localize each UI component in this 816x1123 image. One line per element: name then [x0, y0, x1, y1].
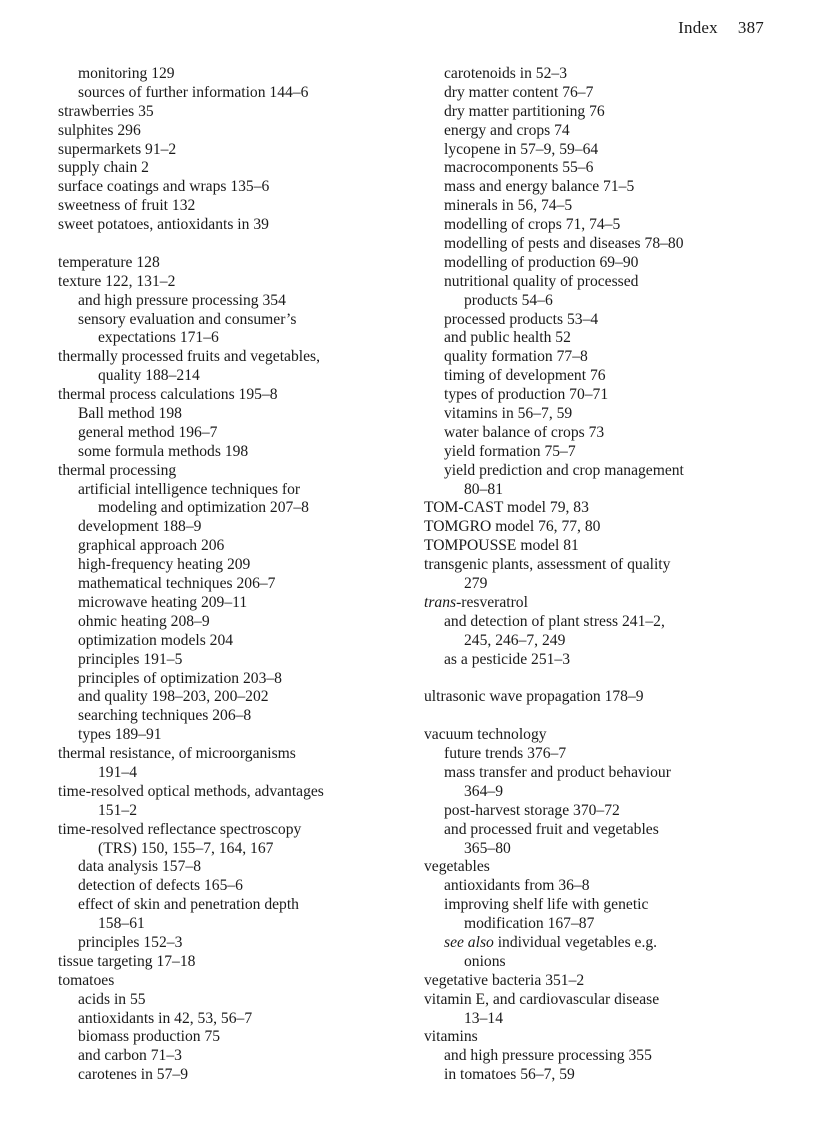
entry-text: strawberries 35 — [58, 102, 154, 120]
entry-text: 158–61 — [98, 915, 145, 933]
index-subentry — [58, 651, 408, 670]
entry-text: sulphites 296 — [58, 121, 141, 139]
index-entry — [58, 783, 408, 802]
index-entry-continuation — [424, 632, 774, 651]
index-entry-continuation — [58, 764, 408, 783]
index-entry — [58, 953, 408, 972]
entry-text: thermal processing — [58, 461, 177, 479]
index-subentry — [424, 462, 774, 481]
entry-text: and detection of plant stress 241–2, — [444, 612, 665, 630]
entry-text: 245, 246–7, 249 — [464, 631, 566, 649]
index-entry — [424, 537, 774, 556]
index-subentry — [58, 613, 408, 632]
index-entry — [424, 518, 774, 537]
entry-text: in tomatoes 56–7, 59 — [444, 1066, 575, 1084]
index-subentry — [58, 688, 408, 707]
entry-text: principles 191–5 — [78, 650, 183, 668]
index-subentry — [424, 348, 774, 367]
entry-text: thermal resistance, of microorganisms — [58, 745, 296, 763]
index-subentry — [58, 575, 408, 594]
index-column-left — [58, 65, 408, 1085]
index-subentry — [58, 405, 408, 424]
entry-text: modelling of pests and diseases 78–80 — [444, 235, 684, 253]
entry-gap — [424, 707, 774, 726]
entry-text: supermarkets 91–2 — [58, 140, 177, 158]
running-header — [678, 18, 764, 38]
index-column-right — [424, 65, 774, 1085]
entry-text: products 54–6 — [464, 291, 553, 309]
index-subentry — [424, 745, 774, 764]
index-entry — [58, 178, 408, 197]
entry-text: mass transfer and product behaviour — [444, 763, 671, 781]
entry-text: supply chain 2 — [58, 159, 149, 177]
entry-text: types of production 70–71 — [444, 386, 609, 404]
index-entry — [58, 972, 408, 991]
entry-text: development 188–9 — [78, 518, 202, 536]
entry-text: biomass production 75 — [78, 1028, 221, 1046]
entry-text: vegetative bacteria 351–2 — [424, 971, 585, 989]
index-subentry — [58, 84, 408, 103]
index-entry-continuation — [424, 292, 774, 311]
index-entry — [424, 499, 774, 518]
entry-text: modeling and optimization 207–8 — [98, 499, 309, 517]
index-entry — [424, 688, 774, 707]
index-entry — [58, 273, 408, 292]
index-subentry — [58, 858, 408, 877]
index-entry-continuation — [424, 840, 774, 859]
index-subentry — [424, 1066, 774, 1085]
italic-term: trans- — [424, 593, 462, 611]
index-subentry — [58, 443, 408, 462]
entry-text: some formula methods 198 — [78, 442, 249, 460]
index-subentry — [58, 292, 408, 311]
entry-text: and public health 52 — [444, 329, 571, 347]
entry-text: dry matter partitioning 76 — [444, 102, 605, 120]
entry-text: minerals in 56, 74–5 — [444, 197, 573, 215]
entry-text: sweetness of fruit 132 — [58, 197, 196, 215]
entry-text: thermally processed fruits and vegetables, — [58, 348, 320, 366]
entry-text: future trends 376–7 — [444, 745, 567, 763]
page-number: 387 — [737, 18, 764, 37]
index-subentry — [58, 726, 408, 745]
index-subentry — [58, 877, 408, 896]
index-entry — [58, 159, 408, 178]
entry-text: searching techniques 206–8 — [78, 707, 252, 725]
entry-text: vacuum technology — [424, 726, 547, 744]
index-entry-continuation — [424, 1010, 774, 1029]
entry-text: types 189–91 — [78, 726, 162, 744]
index-entry-continuation — [58, 802, 408, 821]
index-subentry — [424, 197, 774, 216]
entry-text: resveratrol — [461, 593, 528, 611]
index-entry-continuation — [424, 481, 774, 500]
entry-text: 279 — [464, 575, 488, 593]
entry-text: effect of skin and penetration depth — [78, 896, 299, 914]
entry-text: sources of further information 144–6 — [78, 83, 309, 101]
entry-text: post-harvest storage 370–72 — [444, 801, 620, 819]
entry-text: 80–81 — [464, 480, 503, 498]
index-subentry — [58, 707, 408, 726]
index-subentry — [58, 424, 408, 443]
entry-text: TOMGRO model 76, 77, 80 — [424, 518, 601, 536]
index-entry — [58, 216, 408, 235]
index-entry — [424, 972, 774, 991]
index-subentry — [424, 424, 774, 443]
index-subentry — [424, 443, 774, 462]
index-subentry — [58, 65, 408, 84]
entry-text: principles 152–3 — [78, 933, 183, 951]
index-subentry — [424, 84, 774, 103]
entry-text: time-resolved optical methods, advantages — [58, 782, 324, 800]
index-entry-continuation — [424, 953, 774, 972]
index-entry — [58, 103, 408, 122]
index-subentry — [424, 329, 774, 348]
index-subentry — [424, 1047, 774, 1066]
entry-text: yield formation 75–7 — [444, 442, 576, 460]
entry-text: tissue targeting 17–18 — [58, 952, 196, 970]
index-entry-continuation — [58, 915, 408, 934]
entry-text: general method 196–7 — [78, 423, 218, 441]
index-subentry — [58, 1010, 408, 1029]
entry-text: macrocomponents 55–6 — [444, 159, 594, 177]
index-subentry — [58, 632, 408, 651]
entry-text: mass and energy balance 71–5 — [444, 178, 635, 196]
index-subentry — [58, 518, 408, 537]
index-entry — [424, 991, 774, 1010]
entry-text: surface coatings and wraps 135–6 — [58, 178, 270, 196]
index-entry — [58, 348, 408, 367]
index-subentry — [424, 405, 774, 424]
index-subentry — [424, 821, 774, 840]
entry-text: vegetables — [424, 858, 490, 876]
entry-text: as a pesticide 251–3 — [444, 650, 571, 668]
index-entry-continuation — [58, 840, 408, 859]
index-subentry — [424, 802, 774, 821]
entry-text: tomatoes — [58, 971, 115, 989]
index-subentry — [58, 311, 408, 330]
entry-text: improving shelf life with genetic — [444, 896, 649, 914]
index-subentry — [424, 103, 774, 122]
entry-text: quality formation 77–8 — [444, 348, 588, 366]
index-subentry — [424, 367, 774, 386]
index-subentry — [424, 122, 774, 141]
entry-text: 191–4 — [98, 763, 137, 781]
index-subentry — [58, 481, 408, 500]
index-subentry — [424, 159, 774, 178]
index-entry — [424, 726, 774, 745]
index-subentry — [58, 1047, 408, 1066]
entry-text: time-resolved reflectance spectroscopy — [58, 820, 302, 838]
entry-text: detection of defects 165–6 — [78, 877, 243, 895]
index-subentry — [424, 141, 774, 160]
entry-text: onions — [464, 952, 506, 970]
entry-text: modelling of production 69–90 — [444, 253, 639, 271]
index-entry — [58, 462, 408, 481]
entry-gap — [58, 235, 408, 254]
entry-text: vitamins — [424, 1028, 478, 1046]
italic-term: see also — [444, 933, 494, 951]
entry-text: (TRS) 150, 155–7, 164, 167 — [98, 839, 274, 857]
entry-text: and high pressure processing 355 — [444, 1047, 652, 1065]
entry-text: vitamins in 56–7, 59 — [444, 405, 573, 423]
index-subentry — [58, 556, 408, 575]
entry-text: temperature 128 — [58, 253, 160, 271]
entry-text: quality 188–214 — [98, 367, 200, 385]
entry-text: texture 122, 131–2 — [58, 272, 176, 290]
entry-text: carotenoids in 52–3 — [444, 65, 567, 82]
index-subentry — [424, 764, 774, 783]
index-subentry — [58, 594, 408, 613]
entry-text: modification 167–87 — [464, 915, 595, 933]
entry-text: 364–9 — [464, 782, 503, 800]
index-subentry — [424, 178, 774, 197]
entry-text: microwave heating 209–11 — [78, 593, 248, 611]
index-subentry — [424, 254, 774, 273]
entry-text: TOMPOUSSE model 81 — [424, 537, 579, 555]
index-entry-continuation — [424, 915, 774, 934]
entry-text: modelling of crops 71, 74–5 — [444, 216, 621, 234]
entry-text: sensory evaluation and consumer’s — [78, 310, 297, 328]
entry-text: Ball method 198 — [78, 405, 182, 423]
index-subentry — [424, 65, 774, 84]
entry-text: data analysis 157–8 — [78, 858, 201, 876]
index-entry — [424, 858, 774, 877]
entry-text: 365–80 — [464, 839, 511, 857]
entry-text: acids in 55 — [78, 990, 146, 1008]
index-entry — [58, 141, 408, 160]
index-subentry — [424, 235, 774, 254]
entry-text: nutritional quality of processed — [444, 272, 639, 290]
index-subentry — [58, 1066, 408, 1085]
entry-text: high-frequency heating 209 — [78, 556, 251, 574]
index-subentry — [424, 311, 774, 330]
index-subentry — [424, 896, 774, 915]
index-subentry — [424, 877, 774, 896]
index-subentry — [58, 991, 408, 1010]
index-entry — [58, 386, 408, 405]
index-subentry — [424, 934, 774, 953]
entry-text: sweet potatoes, antioxidants in 39 — [58, 216, 269, 234]
index-subentry — [424, 651, 774, 670]
entry-text: processed products 53–4 — [444, 310, 599, 328]
entry-text: artificial intelligence techniques for — [78, 480, 301, 498]
entry-text: and processed fruit and vegetables — [444, 820, 659, 838]
entry-text: water balance of crops 73 — [444, 423, 605, 441]
entry-text: mathematical techniques 206–7 — [78, 575, 276, 593]
entry-text: graphical approach 206 — [78, 537, 225, 555]
entry-text: TOM-CAST model 79, 83 — [424, 499, 589, 517]
index-entry — [58, 122, 408, 141]
index-subentry — [424, 386, 774, 405]
entry-text: ohmic heating 208–9 — [78, 612, 210, 630]
entry-text: antioxidants from 36–8 — [444, 877, 590, 895]
entry-text: optimization models 204 — [78, 631, 234, 649]
entry-text: carotenes in 57–9 — [78, 1066, 188, 1084]
index-subentry — [58, 537, 408, 556]
entry-text: thermal process calculations 195–8 — [58, 386, 278, 404]
index-entry-continuation — [424, 575, 774, 594]
entry-text: lycopene in 57–9, 59–64 — [444, 140, 599, 158]
entry-gap — [424, 670, 774, 689]
index-entry — [58, 821, 408, 840]
entry-text: expectations 171–6 — [98, 329, 219, 347]
index-subentry — [424, 613, 774, 632]
index-subentry — [424, 216, 774, 235]
entry-text: energy and crops 74 — [444, 121, 570, 139]
header-title: Index — [678, 18, 718, 37]
entry-text: principles of optimization 203–8 — [78, 669, 282, 687]
entry-text: 13–14 — [464, 1009, 503, 1027]
entry-text: timing of development 76 — [444, 367, 606, 385]
entry-text: yield prediction and crop management — [444, 461, 684, 479]
index-subentry — [424, 273, 774, 292]
index-entry — [58, 197, 408, 216]
entry-text: ultrasonic wave propagation 178–9 — [424, 688, 644, 706]
index-subentry — [58, 670, 408, 689]
index-entry — [424, 1028, 774, 1047]
entry-text: transgenic plants, assessment of quality — [424, 556, 671, 574]
entry-text: 151–2 — [98, 801, 137, 819]
entry-text: antioxidants in 42, 53, 56–7 — [78, 1009, 253, 1027]
entry-text: monitoring 129 — [78, 65, 175, 82]
index-entry-continuation — [58, 499, 408, 518]
entry-text: vitamin E, and cardiovascular disease — [424, 990, 660, 1008]
index-subentry — [58, 896, 408, 915]
index-entry — [424, 594, 774, 613]
index-subentry — [58, 934, 408, 953]
entry-text: and carbon 71–3 — [78, 1047, 182, 1065]
index-entry-continuation — [58, 367, 408, 386]
entry-text: and quality 198–203, 200–202 — [78, 688, 269, 706]
entry-text: dry matter content 76–7 — [444, 83, 594, 101]
index-entry — [58, 254, 408, 273]
index-entry-continuation — [424, 783, 774, 802]
index-subentry — [58, 1028, 408, 1047]
entry-text: and high pressure processing 354 — [78, 291, 286, 309]
index-entry — [424, 556, 774, 575]
index-entry — [58, 745, 408, 764]
index-entry-continuation — [58, 329, 408, 348]
entry-text: individual vegetables e.g. — [493, 933, 658, 951]
